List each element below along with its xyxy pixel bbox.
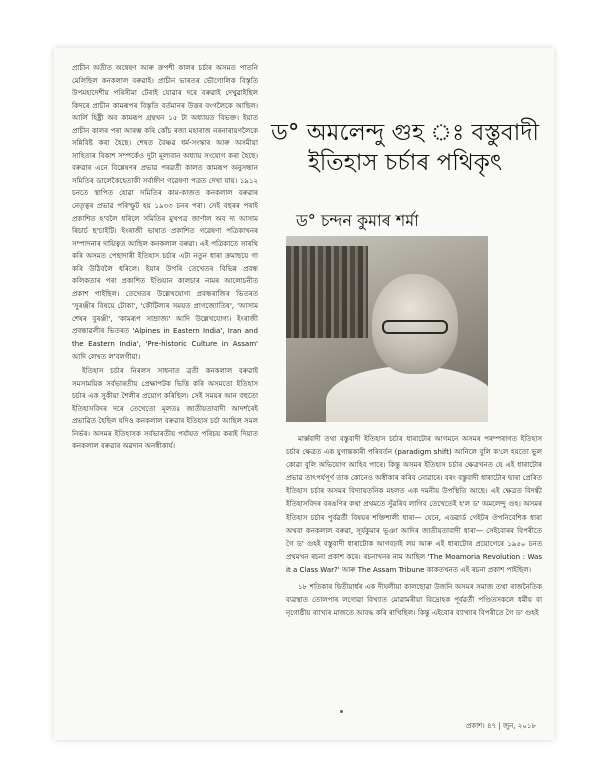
article-title	[264, 118, 546, 178]
page-footer: প্ৰকাশ। ৪৭ | জুন, ২০১৮	[465, 722, 536, 730]
title-line-2: ইতিহাস চৰ্চাৰ পথিকৃৎ	[307, 150, 503, 176]
left-paragraph: প্ৰাচীন অতীত অন্বেষণ আৰু ক্ৰপশী কালৰ চৰ্চাৰ অসমত পাতনি মেলিছিল কনকলাল বৰুৱাই। প্ৰাচীন ভাৰতৰ ভৌগোলিক বিস্তৃতি উপমহাদেশীয় পৰিসীমা টেৰাই যোৱাৰ দৰে বৰুৱাই দেখুৱাইছিল কিদৰে প্ৰাচীন কামৰূপৰ বিস্তৃতি বৰ্তমানৰ উত্তৰ বংগলৈকে আছিল। আৰ্লি হিষ্ট্ৰী অব কামৰূপ গ্ৰন্থখন ১৫ টা অধ্যায়ত বিভক্ত। ইয়াত প্ৰাচীন কালৰ পৰা আৰম্ভ কৰি কোঁচ ৰজা মহাৰাজ নৰনাৰায়ণলৈকে সন্নিবিষ্ট কৰা হৈছে। শেষত বৈষ্ণৱ ধৰ্ম-সংস্কাৰ আৰু অসমীয়া সাহিত্যৰ বিকাশ সম্পৰ্কেও দুটা মূল্যবান অধ্যায় সংযোগ কৰা হৈছে। বৰুৱাৰ এনে বিশ্লেষণৰ প্ৰভাৱ পৰৱৰ্তী কালত কামৰূপ অনুসন্ধান সমিতিৰ ডালেকৈহেতাকী সৰ্বাঙ্গীণ গৱেষণা পত্ৰত দেখা যায়। ১৯১২ চনতে স্থাপিত হোৱা সমিতিৰ কাম-কাজত কনকলাল বৰুৱাৰ নেতৃত্বৰ প্ৰভাৱ পৰিস্ফুট হয় ১৯৩৩ চনৰ পৰা। সেই বছৰৰ পৰাই প্ৰকাশিত হ'বলৈ ধৰিলে সমিতিৰ মুখপত্ৰ জাৰ্ণাল অব দ্য আসাম ৰিচাৰ্চ ছ'চাইটি। ইংৰাজী ভাষাত প্ৰকাশিত গৱেষণা পত্ৰিকাখনৰ সম্পাদনাৰ দায়িত্বত আছিল কনকলাল বৰুৱা। এই পত্ৰিকাতে সাৰথি কৰি অসমত পেছাদাৰী ইতিহাস চৰ্চাৰ এটা নতুন ধাৰা ক্ৰমাছয়ে গা কৰি উঠিবলৈ ধৰিলে। ইয়াৰ উপৰি তেখেতৰ বিভিন্ন প্ৰবন্ধ কলিকতাৰ পৰা প্ৰকাশিত ইণ্ডিয়ান কালচাৰ নামৰ আলোচনীত প্ৰকাশ পাইছিল। তেখেতৰ উল্লেখযোগ্য প্ৰবন্ধৰাজিৰ ভিতৰত 'সুৰঞ্জীৰ বিষয়ে টোকা', 'কৌটিল্যৰ সময়ত প্ৰাগজ্যোতিষ', 'আসাম শেষৰ বুৰঞ্জী', 'কামৰূপ সাম্ৰাজ্য' আদি উল্লেখযোগ্য। ইংৰাজী প্ৰবন্ধাৱলীৰ ভিতৰত 'Alpines in Eastern India', Iran and the Eastern India', 'Pre-historic Culture in Assam' আদি লেখত ল'বলগীয়া।	[72, 63, 258, 361]
bookshelf-background	[286, 246, 368, 338]
author-byline: ড° চন্দন কুমাৰ শৰ্মা	[296, 211, 419, 230]
left-text-column	[72, 62, 258, 728]
right-paragraph: ১৮ শতিকাৰ দ্বিতীয়াৰ্ধৰ এক দীঘলীয়া কালছোৱা উজনি অসমৰ সমাজ তথা ৰাজনৈতিক ব্যৱস্থাত তোলপাৰ লগোৱা বিখ্যাত মোৱামৰীয়া বিদ্ৰোহক পূৰ্বৱৰ্তী পণ্ডিতসকলে ধৰ্মীয় বা নৃগোষ্ঠীয় ব্যাখ্যৰ মাজতে আবদ্ধ কৰি ৰাখিছিল। কিন্তু এইবোৰ ব্যাখ্যাৰ বিপৰীতে গৈ ড' গুহই	[286, 582, 542, 618]
right-paragraph: মাৰ্ক্সবাদী তথা বস্তুবাদী ইতিহাস চৰ্চাৰ ধাৰাটোৰ আগমনে অসমৰ পৰম্পৰাগত ইতিহাস চৰ্চাৰ ক্ষেত্ৰত এক যুগান্তকাৰী পৰিবৰ্তন (paradigm shift) আনিলে বুলি ক'লে হয়তো ভুল কোৱা বুলি অভিযোগ আহিব পাৰে। কিন্তু অসমৰ ইতিহাস চৰ্চাৰ ক্ষেত্ৰখনত যে এই ধাৰাটোৰ প্ৰভাৱ তাৎপৰ্যপূৰ্ণ তাক কোনেও অস্বীকাৰ কৰিব নোৱাৰে। বৰং বস্তুবাদী ধাৰাটোৰ দ্বাৰা প্ৰেৰিত ইতিহাস চৰ্চাৰ অসমৰ বিদ্যায়তনিক মহলত এক দমনীয় উপস্থিতি আছে। এই ক্ষেত্ৰত বিদগ্ধী ইতিহাসবিদৰ বৰঙণিৰ কথা প্ৰথমতে সুঁৱৰিব লাগিব তেখেতেই হ'ল ড' অমলেন্দু গুহ। অসমৰ ইতিহাস চৰ্চাৰ পুৰ্বৱৰ্তী বিষয়ৰ শক্তিশালী ধাৰা— যেনে, এডৱাৰ্ড গেইটৰ ঔপনিবেশিক ধাৰা অথবা কনকলাল বৰুৱা, সূৰ্যকুমাৰ ভূঞা আদিৰ জাতীয়তাবাদী ধাৰা— সেইবোৰৰ বিপৰীতে গৈ ড' গুহই বস্তুবাদী ধাৰাটোক আগবঢ়াই লয় আৰু এই ধাৰাটোৰ প্ৰয়োগেৰে ১৯৫০ চনত প্ৰথমখন ৰচনা প্ৰকাশ কৰে। ৰচনাখনৰ নাম আছিল 'The Moamoria Revolution : Was it a Class War?' আৰু The Assam Tribune কাকতখনত এই ৰচনা প্ৰকাশ পাইছিল।	[286, 434, 542, 574]
portrait-glasses	[382, 320, 448, 334]
page-dot	[340, 710, 343, 713]
magazine-page	[54, 48, 554, 740]
left-paragraph: ইতিহাস চৰ্চাৰ নিৰলস সাধনাত ব্ৰতী কনকলাল বৰুৱাই সমসাময়িক সৰ্বভাৰতীয় প্ৰেক্ষাপটক ভিত্তি কৰি অসমতো ইতিহাস চৰ্চাৰ এক সুকীয়া শৈলীৰ প্ৰয়োগ কৰিছিল। সেই সময়ৰ আন বহুতো ইতিহাসবিদৰ দৰে তেখেতো মূলতঃ জাতীয়তাবাদী আদৰ্শৰেই প্ৰভাৱিত হৈছিল যদিও কনকলাল বৰুৱাৰ ইতিহাস চৰ্চা আছিল সমল নিৰ্ভৰ। অসমৰ ইতিহাসক সৰ্বভাৰতীয় পৰ্যায়ত পৰিচয় কৰাই দিয়াত কনকলাল বৰুৱাৰ অৱদান অনস্বীকাৰ্য।	[72, 366, 258, 451]
right-text-column	[286, 432, 542, 623]
portrait-photo	[286, 236, 488, 422]
portrait-body	[326, 366, 488, 422]
title-line-1: ড° অমলেন্দু গুহ ঃ বস্তুবাদী	[270, 120, 539, 146]
